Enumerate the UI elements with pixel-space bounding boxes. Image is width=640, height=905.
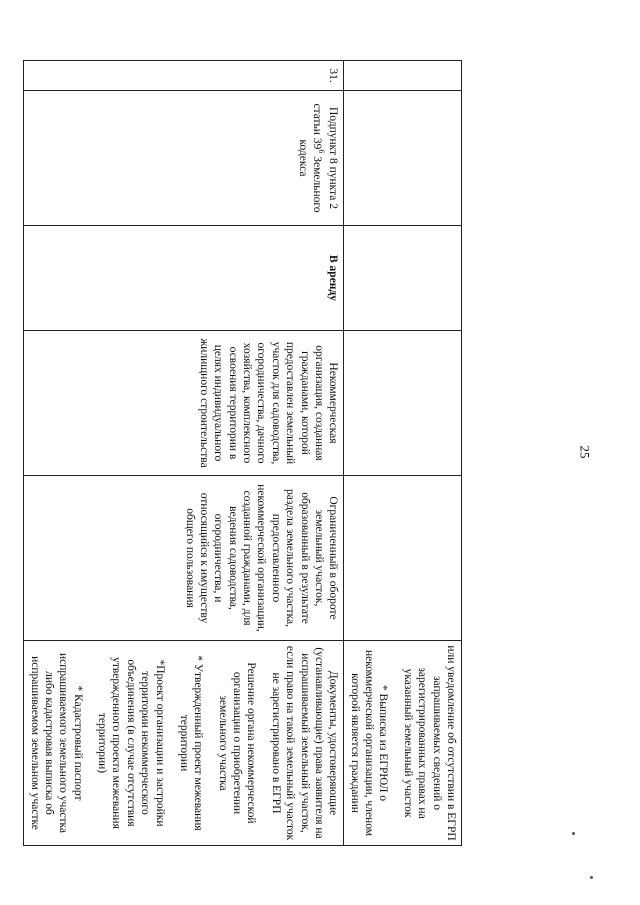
cell-applicant: [344, 331, 462, 476]
document-item: Решение органа некоммерческой организации о приобретении земельного участка: [216, 662, 258, 824]
cell-number: [344, 61, 462, 91]
law-code-name: Земельного кодекса: [296, 139, 324, 213]
page-number: 25: [577, 445, 593, 459]
document-item: * Кадастровый паспорт испрашиваемого земельного участка либо кадастровая выписка об испрашиваемом земельном участке: [28, 652, 84, 834]
cell-purpose: В аренду: [24, 226, 344, 331]
cell-purpose: [344, 226, 462, 331]
cell-documents: [344, 641, 462, 846]
cell-land-plot: Ограниченный в обороте земельный участок, образованный в результате раздела земельного участка, предоставленного некоммерческой организации, созданной гражданами, для ведения садоводства, огородничества, и относящийся к имуществу общего пользования: [24, 476, 344, 641]
cell-documents: [24, 641, 344, 846]
scan-speck: [590, 876, 593, 879]
cell-applicant: Некоммерческая организация, созданная гражданами, которой предоставлен земельный участок для садоводства, огородничества, дачного хозяйства, комплексного освоения территории в целях индивидуального жилищного строительства: [24, 331, 344, 476]
document-item: * Выписка из ЕГРЮЛ о некоммерческой организации, членом которой является гражданин: [348, 649, 390, 837]
rotated-page-content: [28, 60, 462, 845]
document-item: Документы, удостоверяющие (устанавливающие) права заявителя на испрашиваемый земельный участок, если право на такой земельный участок не зарегистрировано в ЕГРП: [269, 645, 340, 841]
land-documents-table: [23, 60, 462, 846]
document-item: * Утвержденный проект межевания территории: [178, 655, 205, 831]
law-article-superscript: 6: [317, 149, 326, 154]
law-reference: Подпункт 8 пункта 2 статьи 39: [311, 103, 340, 209]
cell-land-plot: [344, 476, 462, 641]
table-row-continuation: [344, 61, 462, 846]
scan-speck: [572, 832, 575, 835]
table-row-31: [24, 61, 344, 846]
cell-number: 31.: [24, 61, 344, 91]
document-item: *Проект организации и застройки территории некоммерческого объединения (в случае отсутствия утвержденного проекта межевания территории): [96, 657, 166, 829]
cell-law-basis: [344, 91, 462, 226]
cell-law-basis: [24, 91, 344, 226]
document-item: или уведомление об отсутствии в ЕГРП запрашиваемых сведений о зарегистрированных правах на указанный земельный участок: [401, 645, 457, 841]
